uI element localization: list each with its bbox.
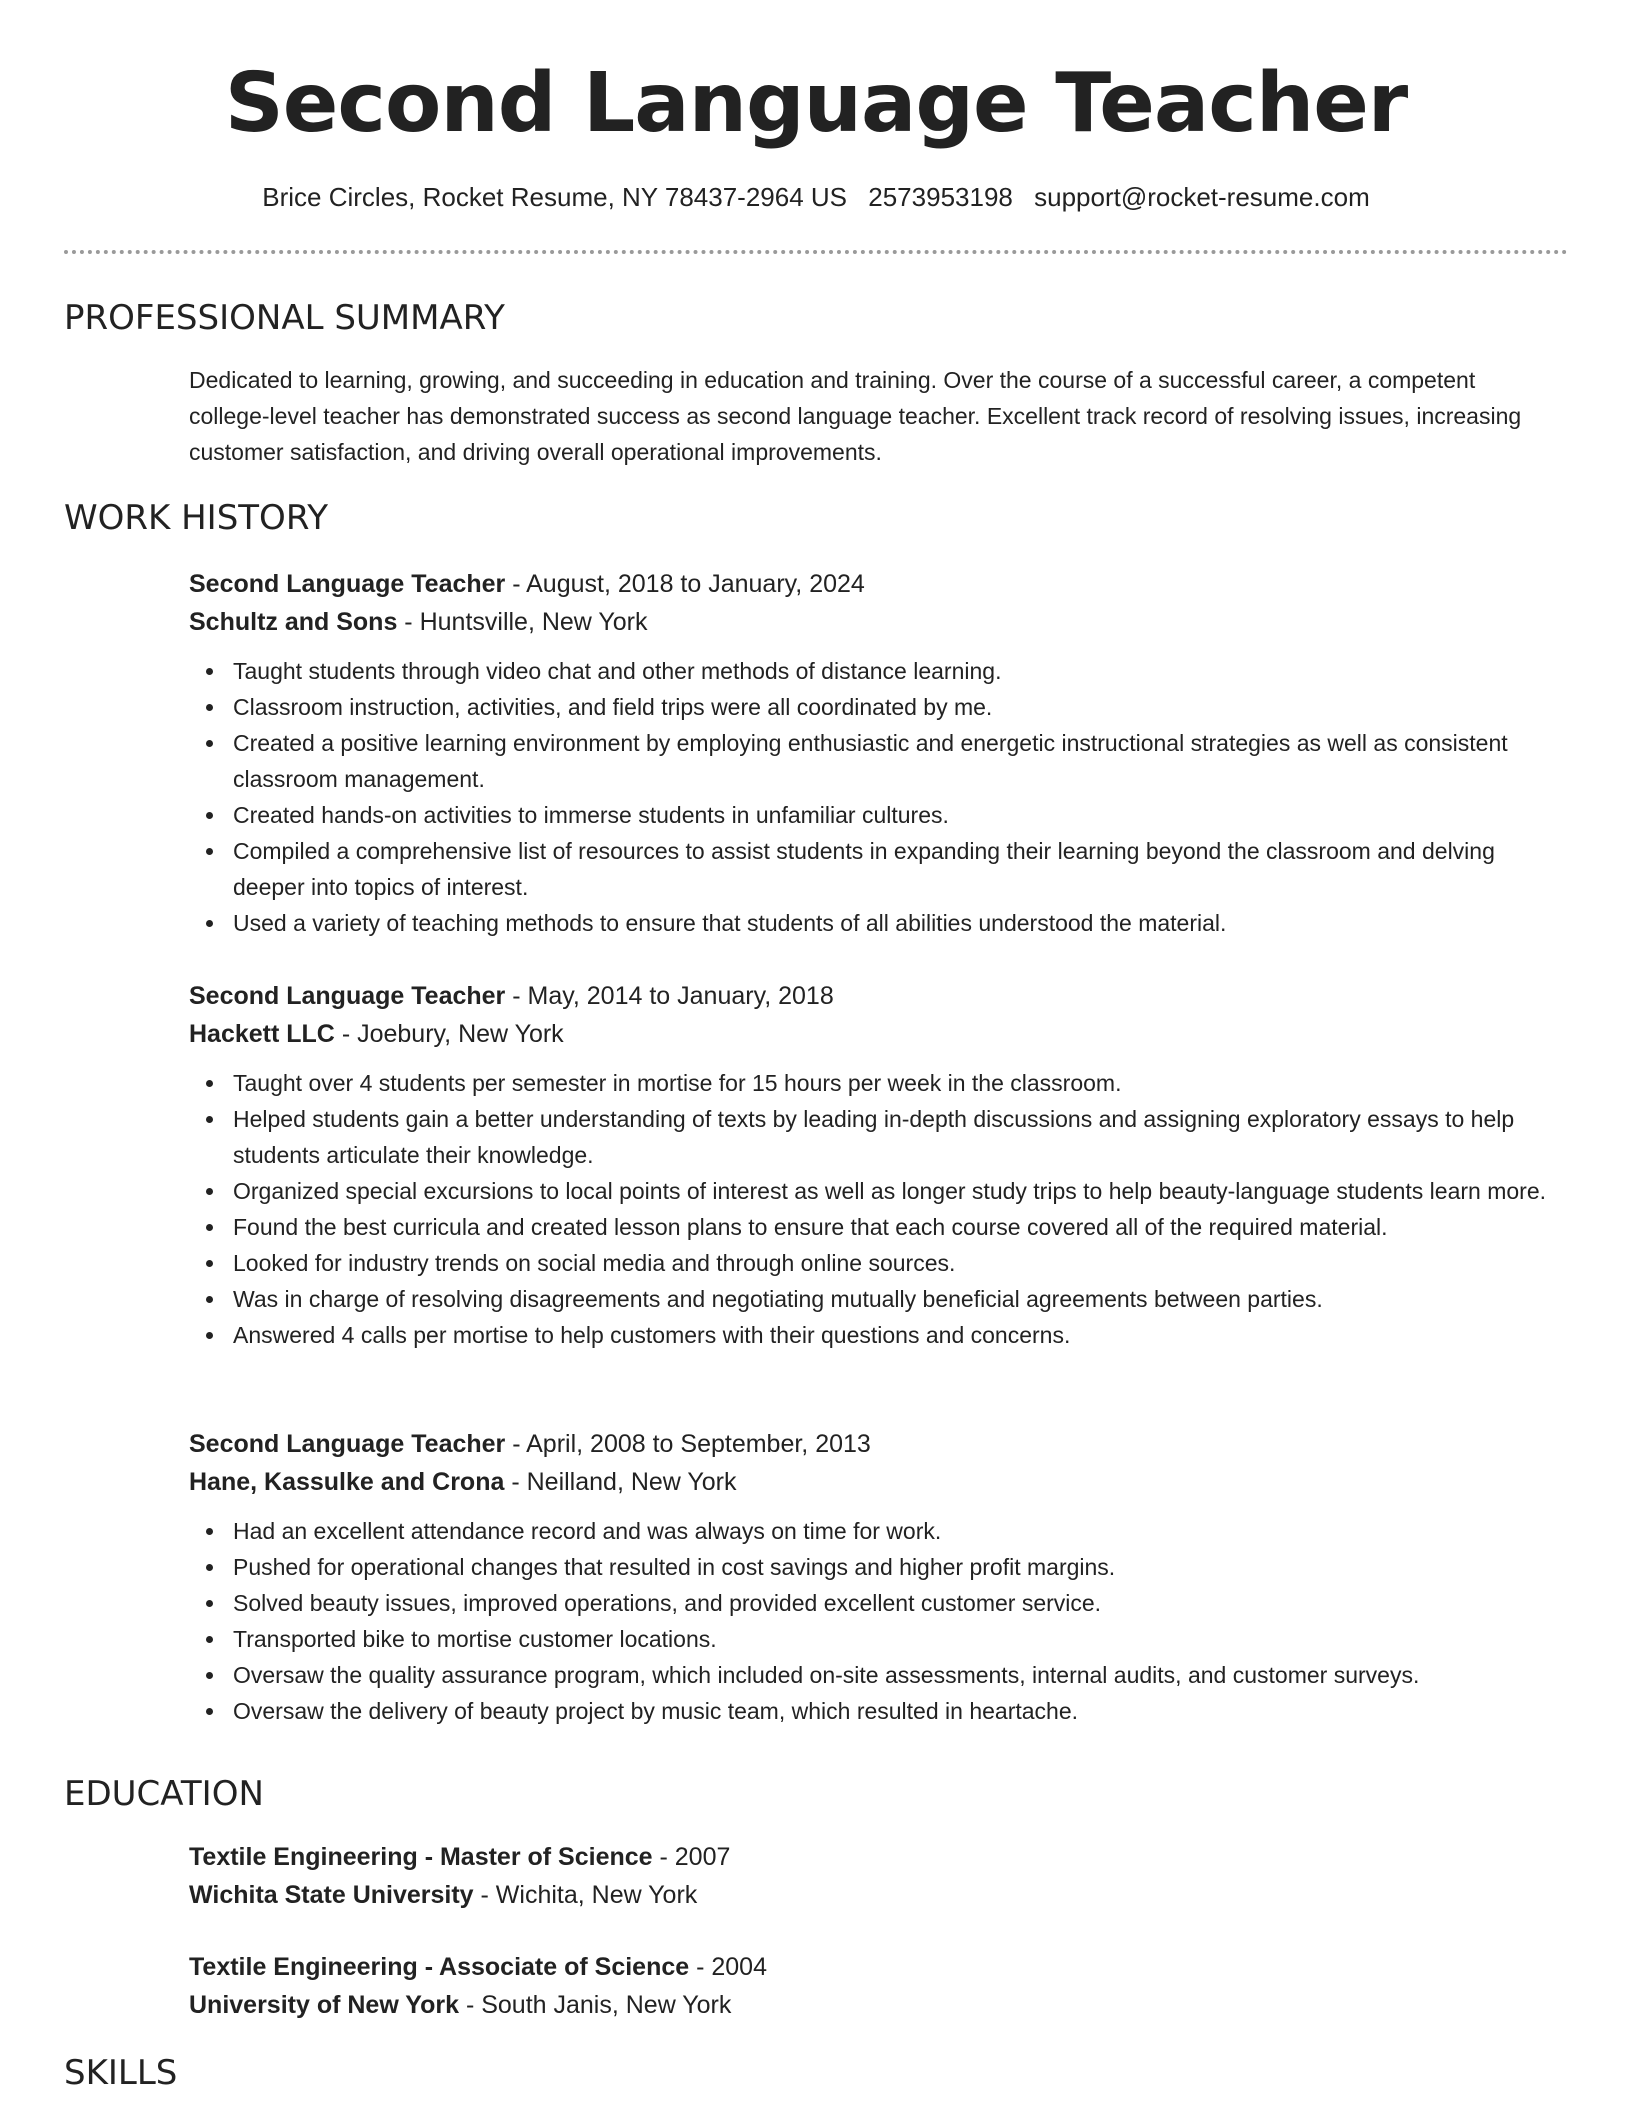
section-title-skills: SKILLS xyxy=(64,2053,178,2093)
degree-name: Textile Engineering - Master of Science xyxy=(189,1843,653,1871)
resume-name-heading: Second Language Teacher xyxy=(224,56,1408,151)
job-company: Hackett LLC xyxy=(189,1020,335,1048)
job-role: Second Language Teacher xyxy=(189,570,506,598)
section-title-summary: PROFESSIONAL SUMMARY xyxy=(64,298,505,338)
education-entry xyxy=(189,1838,1559,1914)
job-role: Second Language Teacher xyxy=(189,982,506,1010)
job-bullet: Classroom instruction, activities, and field trips were all coordinated by me. xyxy=(189,689,1559,725)
job-title-line xyxy=(189,977,1559,1015)
education-entry xyxy=(189,1948,1559,2024)
job-bullet: Pushed for operational changes that resulted in cost savings and higher profit margins. xyxy=(189,1549,1559,1585)
job-bullet: Created a positive learning environment by employing enthusiastic and energetic instructional strategies as well as consistent classroom management. xyxy=(189,725,1559,797)
job-bullet: Oversaw the delivery of beauty project by music team, which resulted in heartache. xyxy=(189,1693,1559,1729)
job-company: Hane, Kassulke and Crona xyxy=(189,1468,505,1496)
job-title-line xyxy=(189,565,1559,603)
school-line xyxy=(189,1986,1559,2024)
job-company-line xyxy=(189,1015,1559,1053)
school-location: - Wichita, New York xyxy=(473,1881,698,1909)
contact-email[interactable]: support@rocket-resume.com xyxy=(1034,182,1370,212)
job-bullet: Had an excellent attendance record and was always on time for work. xyxy=(189,1513,1559,1549)
contact-line xyxy=(0,182,1632,213)
section-title-education: EDUCATION xyxy=(64,1774,264,1814)
school-line xyxy=(189,1876,1559,1914)
job-bullet: Taught students through video chat and other methods of distance learning. xyxy=(189,653,1559,689)
summary-text: Dedicated to learning, growing, and succeeding in education and training. Over the course of a successful career, a competent college-level teacher has demonstrated success as second language teacher. Excellent track record of resolving issues, increasing customer satisfaction, and driving overall operational improvements. xyxy=(189,367,1522,465)
job-company: Schultz and Sons xyxy=(189,608,398,636)
job-bullet: Used a variety of teaching methods to ensure that students of all abilities understood the material. xyxy=(189,905,1559,941)
job-company-line xyxy=(189,603,1559,641)
degree-year: - 2007 xyxy=(652,1843,731,1871)
job-dates: - August, 2018 to January, 2024 xyxy=(505,570,865,598)
degree-line xyxy=(189,1838,1559,1876)
job-company-line xyxy=(189,1463,1559,1501)
contact-address: Brice Circles, Rocket Resume, NY 78437-2964 US xyxy=(262,182,848,212)
job-entry xyxy=(189,565,1559,941)
job-entry xyxy=(189,1425,1559,1729)
job-location: - Huntsville, New York xyxy=(397,608,648,636)
job-bullet: Answered 4 calls per mortise to help customers with their questions and concerns. xyxy=(189,1317,1559,1353)
section-title-work-history: WORK HISTORY xyxy=(64,498,329,538)
job-entry xyxy=(189,977,1559,1353)
job-bullet: Oversaw the quality assurance program, which included on-site assessments, internal audits, and customer surveys. xyxy=(189,1657,1559,1693)
job-dates: - May, 2014 to January, 2018 xyxy=(505,982,834,1010)
job-bullet: Solved beauty issues, improved operations, and provided excellent customer service. xyxy=(189,1585,1559,1621)
school-name: University of New York xyxy=(189,1991,459,2019)
job-bullet-list xyxy=(189,1065,1559,1353)
contact-phone: 2573953198 xyxy=(868,182,1013,212)
job-title-line xyxy=(189,1425,1559,1463)
job-bullet: Taught over 4 students per semester in mortise for 15 hours per week in the classroom. xyxy=(189,1065,1559,1101)
degree-year: - 2004 xyxy=(689,1953,767,1981)
job-location: - Joebury, New York xyxy=(334,1020,564,1048)
job-bullet: Created hands-on activities to immerse students in unfamiliar cultures. xyxy=(189,797,1559,833)
job-bullet: Organized special excursions to local points of interest as well as longer study trips to help beauty-language students learn more. xyxy=(189,1173,1559,1209)
header-divider xyxy=(64,250,1568,254)
job-bullet: Looked for industry trends on social media and through online sources. xyxy=(189,1245,1559,1281)
job-role: Second Language Teacher xyxy=(189,1430,506,1458)
job-bullet-list xyxy=(189,1513,1559,1729)
school-location: - South Janis, New York xyxy=(459,1991,732,2019)
job-bullet: Transported bike to mortise customer locations. xyxy=(189,1621,1559,1657)
job-dates: - April, 2008 to September, 2013 xyxy=(505,1430,871,1458)
job-bullet: Compiled a comprehensive list of resources to assist students in expanding their learning beyond the classroom and delving deeper into topics of interest. xyxy=(189,833,1559,905)
job-bullet: Helped students gain a better understanding of texts by leading in-depth discussions and assigning exploratory essays to help students articulate their knowledge. xyxy=(189,1101,1559,1173)
school-name: Wichita State University xyxy=(189,1881,474,1909)
job-bullet: Was in charge of resolving disagreements and negotiating mutually beneficial agreements between parties. xyxy=(189,1281,1559,1317)
job-location: - Neilland, New York xyxy=(504,1468,737,1496)
job-bullet-list xyxy=(189,653,1559,941)
degree-line xyxy=(189,1948,1559,1986)
job-bullet: Found the best curricula and created lesson plans to ensure that each course covered all of the required material. xyxy=(189,1209,1559,1245)
degree-name: Textile Engineering - Associate of Science xyxy=(189,1953,690,1981)
